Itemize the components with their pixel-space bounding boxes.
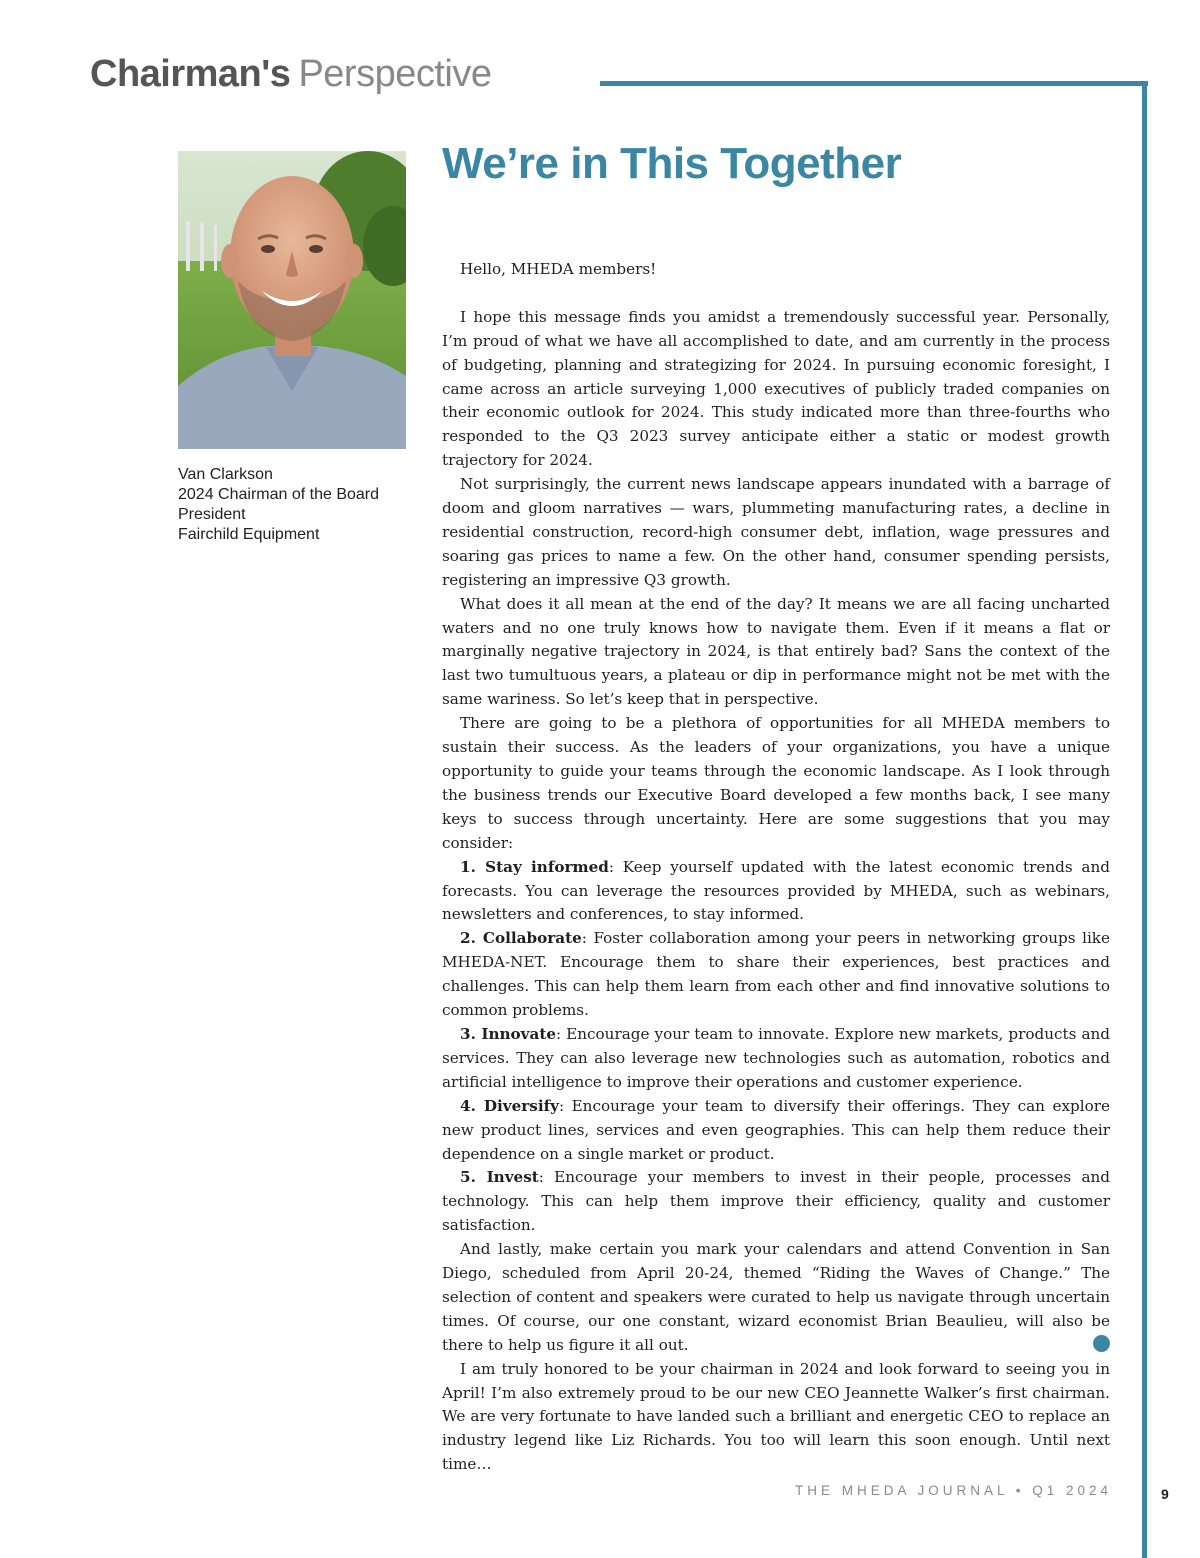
right-accent-rule (1142, 81, 1147, 1558)
section-header-light: Perspective (298, 53, 492, 95)
greeting: Hello, MHEDA members! (460, 260, 657, 278)
list-item-title: 5. Invest (460, 1168, 539, 1187)
paragraph-3: What does it all mean at the end of the day? It means we are all facing uncharted waters and no one truly knows how to navigate them. Even if it means a flat or marginally negative trajectory in 2024, is that entirely bad? Sans the context of the last two tumultuous years, a plateau or dip in performance might not be met with the same wariness. So let’s keep that in perspective. (442, 594, 1110, 709)
list-item-title: 1. Stay informed (460, 857, 609, 876)
paragraph-2: Not surprisingly, the current news landscape appears inundated with a barrage of doom and gloom narratives — wars, plummeting manufacturing rates, a decline in residential construction, record-high consumer debt, inflation, wage pressures and soaring gas prices to name a few. On the other hand, consumer spending persists, registering an impressive Q3 growth. (442, 475, 1110, 589)
list-item-diversify (442, 1095, 1110, 1167)
top-accent-rule (600, 81, 1148, 86)
paragraph-6: I am truly honored to be your chairman in 2024 and look forward to seeing you in April! I’m also extremely proud to be our new CEO Jeannette Walker’s first chairman. We are very fortunate to have landed such a brilliant and energetic CEO to replace an industry legend like Liz Richards. You too will learn this soon enough. Until next time… (442, 1359, 1110, 1474)
list-item-text: : Encourage your team to innovate. Explore new markets, products and services. They can also leverage new technologies such as automation, robotics and artificial intelligence to improve their operations and customer experience. (442, 1024, 1110, 1091)
page-number: 9 (1161, 1486, 1169, 1502)
paragraph-5: And lastly, make certain you mark your calendars and attend Convention in San Diego, scheduled from April 20-24, themed “Riding the Waves of Change.” The selection of content and speakers were curated to help us navigate through uncertain times. Of course, our one constant, wizard economist Brian Beaulieu, will also be there to help us figure it all out. (442, 1240, 1110, 1354)
article-body (442, 258, 1110, 1477)
section-header-bold: Chairman's (90, 53, 291, 95)
paragraph-1: I hope this message finds you amidst a tremendously successful year. Personally, I’m proud of what we have all accomplished to date, and am currently in the process of budgeting, planning and strategizing for 2024. In pursuing economic foresight, I came across an article surveying 1,000 executives of publicly traded companies on their economic outlook for 2024. This study indicated more than three-fourths who responded to the Q3 2023 survey anticipate either a static or modest growth trajectory for 2024. (442, 307, 1110, 470)
footer-publication: THE MHEDA JOURNAL • Q1 2024 (794, 1483, 1112, 1498)
author-caption (178, 465, 418, 545)
author-name: Van Clarkson (178, 466, 273, 483)
paragraph-4: There are going to be a plethora of opportunities for all MHEDA members to sustain their success. As the leaders of your organizations, you have a unique opportunity to guide your teams through the economic landscape. As I look through the business trends our Executive Board developed a few months back, I see many keys to success through uncertainty. Here are some suggestions that you may consider: (442, 714, 1110, 852)
list-item-title: 4. Diversify (460, 1096, 559, 1115)
author-role: President (178, 506, 246, 523)
list-item-collaborate (442, 927, 1110, 1023)
list-item-title: 2. Collaborate (460, 929, 582, 948)
section-header (90, 50, 491, 98)
author-company: Fairchild Equipment (178, 526, 320, 543)
list-item-text: : Keep yourself updated with the latest economic trends and forecasts. You can leverage the resources provided by MHEDA, such as webinars, newsletters and conferences, to stay informed. (442, 857, 1110, 924)
list-item-text: : Foster collaboration among your peers in networking groups like MHEDA-NET. Encourage them to share their experiences, best practices and challenges. This can help them learn from each other and find innovative solutions to common problems. (442, 929, 1110, 1020)
author-photo (178, 151, 406, 449)
author-title: 2024 Chairman of the Board (178, 486, 380, 503)
list-item-stay-informed (442, 856, 1110, 928)
end-mark-icon (1093, 1335, 1110, 1352)
list-item-innovate (442, 1023, 1110, 1095)
list-item-text: : Encourage your team to diversify their offerings. They can explore new product lines, services and even geographies. This can help them reduce their dependence on a single market or product. (442, 1096, 1110, 1163)
list-item-title: 3. Innovate (460, 1024, 557, 1043)
article-title: We’re in This Together (442, 139, 902, 188)
list-item-text: : Encourage your members to invest in their people, processes and technology. This can help them improve their efficiency, quality and customer satisfaction. (442, 1168, 1111, 1235)
list-item-invest (442, 1166, 1110, 1238)
